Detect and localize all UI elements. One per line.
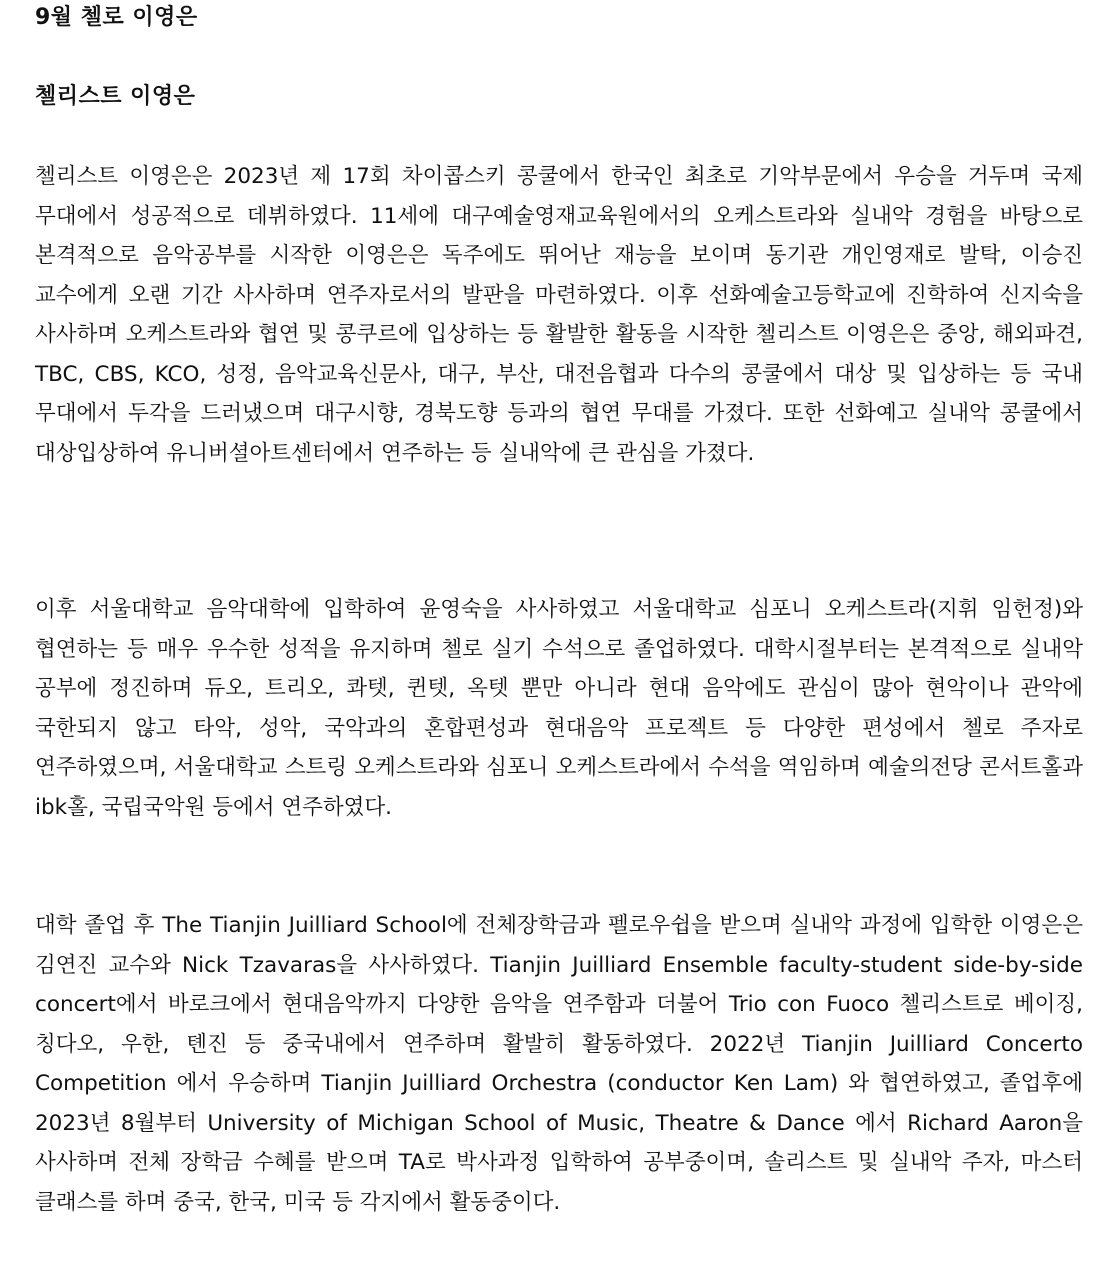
- paragraph-graduate-studies: 대학 졸업 후 The Tianjin Juilliard School에 전체장학금과 펠로우쉽을 받으며 실내악 과정에 입학한 이영은은 김연진 교수와 Nick Tzavaras을 사사하였다. Tianjin Juilliard Ensemble faculty-student side-by-side concert에서 바로크에서 현대음악까지 다양한 음악을 연주함과 더불어 Trio con Fuoco 첼리스트로 베이징, 칭다오, 우한, 톈진 등 중국내에서 연주하며 활발히 활동하였다. 2022년 Tianjin Juilliard Concerto Competition 에서 우승하며 Tianjin Juilliard Orchestra (conductor Ken Lam) 와 협연하였고, 졸업후에 2023년 8월부터 University of Michigan School of Music, Theatre & Dance 에서 Richard Aaron을 사사하며 전체 장학금 수혜를 받으며 TA로 박사과정 입학하여 공부중이며, 솔리스트 및 실내악 주자, 마스터 클래스를 하며 중국, 한국, 미국 등 각지에서 활동중이다.: [35, 913, 1083, 1215]
- paragraph-university: 이후 서울대학교 음악대학에 입학하여 윤영숙을 사사하였고 서울대학교 심포니 오케스트라(지휘 임헌정)와 협연하는 등 매우 우수한 성적을 유지하며 첼로 실기 수석으로 졸업하였다. 대학시절부터는 본격적으로 실내악 공부에 정진하며 듀오, 트리오, 콰텟, 퀸텟, 옥텟 뿐만 아니라 현대 음악에도 관심이 많아 현악이나 관악에 국한되지 않고 타악, 성악, 국악과의 혼합편성과 현대음악 프로젝트 등 다양한 편성에서 첼로 주자로 연주하였으며, 서울대학교 스트링 오케스트라와 심포니 오케스트라에서 수석을 역임하며 예술의전당 콘서트홀과 ibk홀, 국립국악원 등에서 연주하였다.: [35, 597, 1083, 820]
- paragraph-early-career: 첼리스트 이영은은 2023년 제 17회 차이콥스키 콩쿨에서 한국인 최초로 기악부문에서 우승을 거두며 국제 무대에서 성공적으로 데뷔하였다. 11세에 대구예술영재교육원에서의 오케스트라와 실내악 경험을 바탕으로 본격적으로 음악공부를 시작한 이영은은 독주에도 뛰어난 재능을 보이며 동기관 개인영재로 발탁, 이승진 교수에게 오랜 기간 사사하며 연주자로서의 발판을 마련하였다. 이후 선화예술고등학교에 진학하여 신지숙을 사사하며 오케스트라와 협연 및 콩쿠르에 입상하는 등 활발한 활동을 시작한 첼리스트 이영은은 중앙, 해외파견, TBC, CBS, KCO, 성정, 음악교육신문사, 대구, 부산, 대전음협과 다수의 콩쿨에서 대상 및 입상하는 등 국내 무대에서 두각을 드러냈으며 대구시향, 경북도향 등과의 협연 무대를 가졌다. 또한 선화예고 실내악 콩쿨에서 대상입상하여 유니버셜아트센터에서 연주하는 등 실내악에 큰 관심을 가졌다.: [35, 164, 1083, 466]
- document-title: 9월 첼로 이영은: [35, 5, 198, 30]
- section-title: 첼리스트 이영은: [35, 84, 196, 109]
